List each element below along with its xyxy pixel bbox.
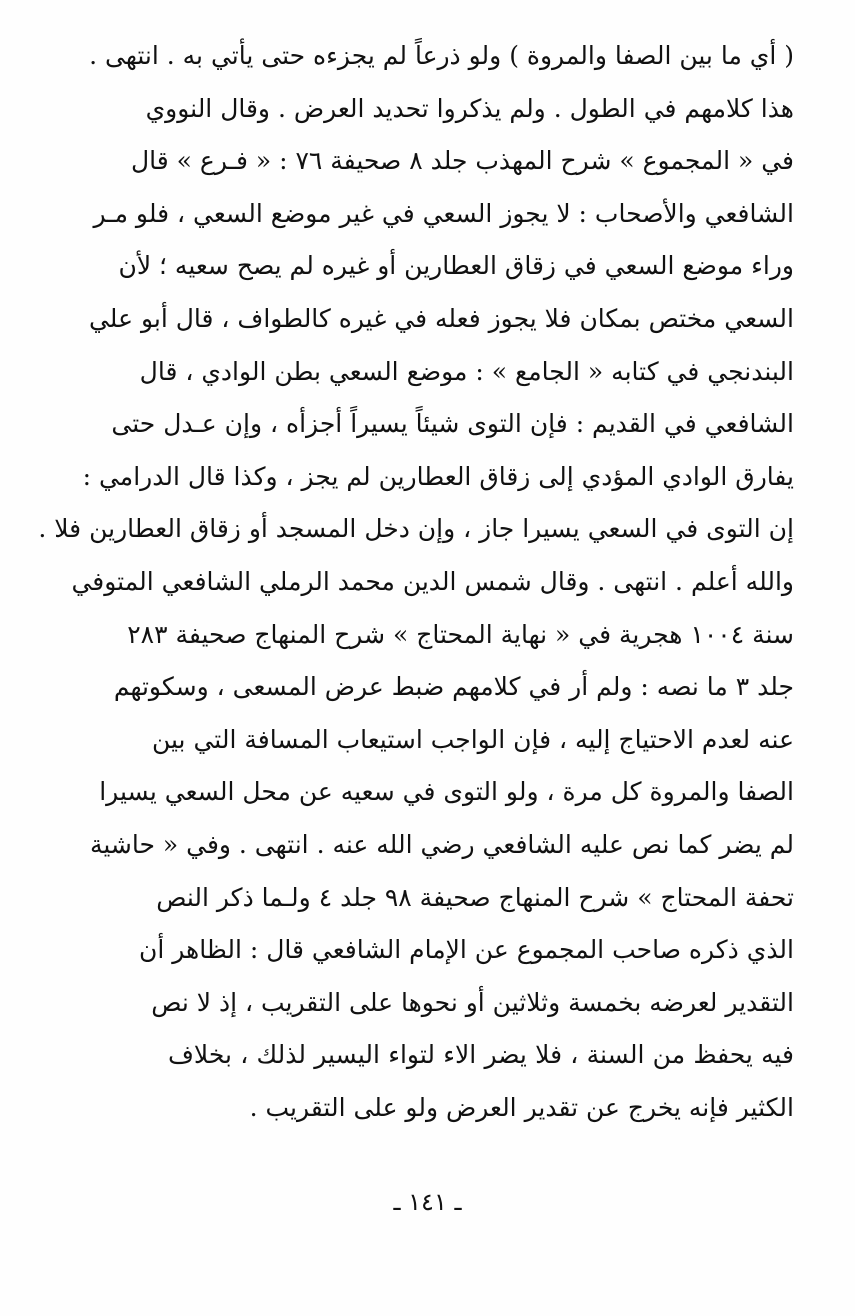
text-line-11: والله أعلم . انتهى . وقال شمس الدين محمد الرملي الشافعي المتوفي [71, 566, 794, 596]
text-line-16: لم يضر كما نص عليه الشافعي رضي الله عنه . انتهى . وفي « حاشية [89, 829, 794, 859]
text-line-14: عنه لعدم الاحتياج إليه ، فإن الواجب استيعاب المسافة التي بين [151, 724, 794, 754]
text-line-6: السعي مختص بمكان فلا يجوز فعله في غيره كالطواف ، قال أبو علي [88, 303, 794, 333]
text-line-9: يفارق الوادي المؤدي إلى زقاق العطارين لم يجز ، وكذا قال الدرامي : [82, 461, 794, 491]
text-line-2: هذا كلامهم في الطول . ولم يذكروا تحديد العرض . وقال النووي [145, 93, 794, 123]
text-line-15: الصفا والمروة كل مرة ، ولو التوى في سعيه عن محل السعي يسيرا [99, 777, 794, 807]
text-line-12: سنة ١٠٠٤ هجرية في « نهاية المحتاج » شرح المنهاج صحيفة ٢٨٣ [127, 619, 794, 649]
text-line-7: البندنجي في كتابه « الجامع » : موضع السعي بطن الوادي ، قال [139, 356, 794, 386]
text-line-3: في « المجموع » شرح المهذب جلد ٨ صحيفة ٧٦ : « فـرع » قال [131, 146, 794, 176]
text-line-20: فيه يحفظ من السنة ، فلا يضر الاء لتواء اليسير لذلك ، بخلاف [168, 1040, 794, 1070]
text-line-8: الشافعي في القديم : فإن التوى شيئاً يسيراً أجزأه ، وإن عـدل حتى [111, 409, 794, 439]
text-line-17: تحفة المحتاج » شرح المنهاج صحيفة ٩٨ جلد ٤ ولـما ذكر النص [156, 882, 794, 912]
text-line-18: الذي ذكره صاحب المجموع عن الإمام الشافعي قال : الظاهر أن [138, 935, 794, 965]
page-number: ـ ١٤١ ـ [393, 1188, 462, 1216]
text-line-1: ( أي ما بين الصفا والمروة ) ولو ذرعاً لم يجزءه حتى يأتي به . انتهى . [89, 41, 794, 70]
text-line-5: وراء موضع السعي في زقاق العطارين أو غيره لم يصح سعيه ؛ لأن [118, 251, 794, 281]
text-line-4: الشافعي والأصحاب : لا يجوز السعي في غير موضع السعي ، فلو مـر [93, 198, 794, 228]
text-line-19: التقدير لعرضه بخمسة وثلاثين أو نحوها على التقريب ، إذ لا نص [151, 987, 794, 1017]
text-line-21: الكثير فإنه يخرج عن تقدير العرض ولو على التقريب . [249, 1092, 794, 1122]
text-line-10: إن التوى في السعي يسيرا جاز ، وإن دخل المسجد أو زقاق العطارين فلا . [38, 514, 794, 544]
body-text [38, 30, 794, 1134]
text-line-13: جلد ٣ ما نصه : ولم أر في كلامهم ضبط عرض المسعى ، وسكوتهم [113, 672, 794, 702]
